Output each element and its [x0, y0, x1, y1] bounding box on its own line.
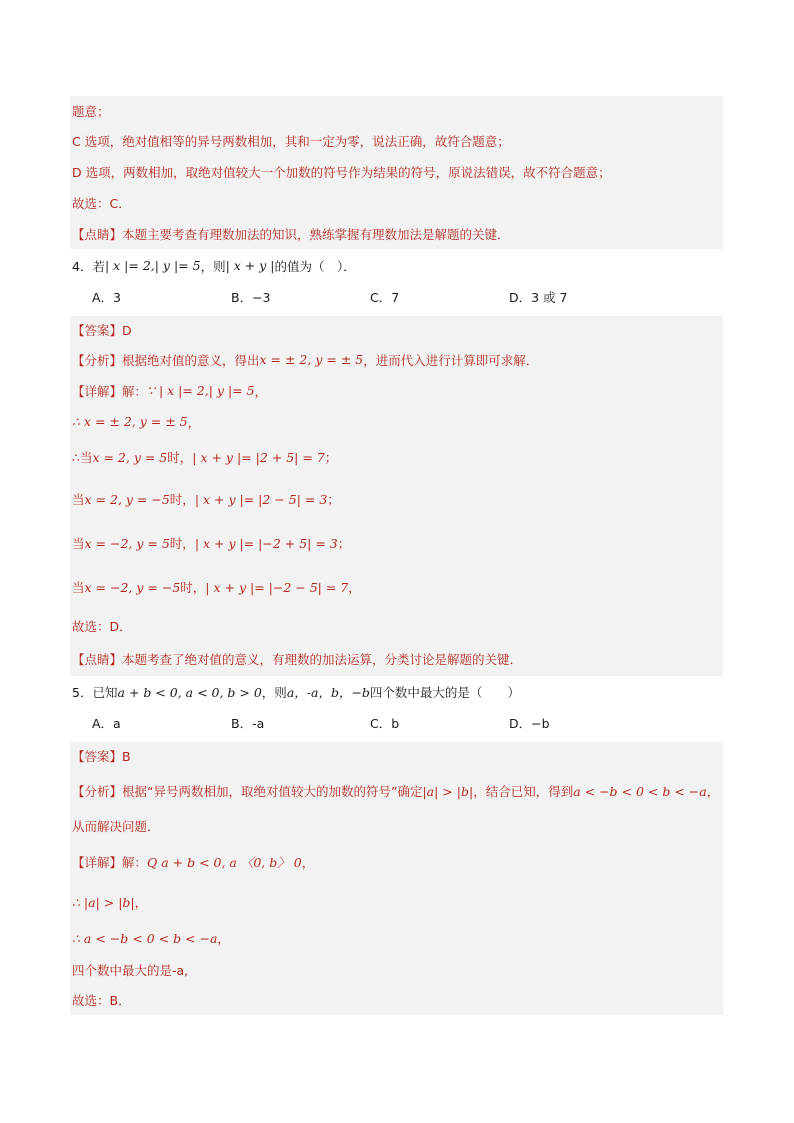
- q4-option-c: C．7: [370, 290, 400, 305]
- analysis-text: 【分析】根据绝对值的意义，得出: [72, 352, 260, 368]
- q4-suffix: 的值为（ ）．: [274, 258, 356, 274]
- text-line: C 选项，绝对值相等的异号两数相加，其和一定为零，说法正确，故符合题意；: [72, 133, 510, 149]
- detail-label: 【详解】解：: [72, 855, 148, 870]
- analysis-text: 【分析】根据“异号两数相加，取绝对值较大的加数的符号”确定: [72, 784, 423, 799]
- q5-option-b: B．-a: [231, 716, 265, 731]
- q5-mid: ，则: [261, 685, 287, 700]
- case-text: 当: [72, 580, 85, 595]
- detail-label: 【详解】解：: [72, 383, 148, 399]
- case-line-3: [70, 521, 723, 565]
- case-text: 当: [72, 492, 85, 507]
- solution-block-prev: [70, 96, 723, 249]
- case-math: x = −2, y = −5: [84, 579, 181, 595]
- case-text: 时，: [180, 580, 206, 595]
- step-math: ∴ a < −b < 0 < b < −a: [72, 930, 218, 946]
- text-line: D 选项，两数相加，取绝对值较大一个加数的符号作为结果的符号，原说法错误，故不符合题意；: [72, 164, 611, 180]
- q4-expression: | x + y |: [225, 258, 275, 273]
- solution-block-q5: [70, 742, 723, 1015]
- step-text: ，: [217, 931, 230, 946]
- detail-math: ∵ | x |= 2,| y |= 5: [147, 383, 255, 398]
- q4-option-a: A．3: [92, 290, 122, 305]
- analysis-line-2: 从而解决问题．: [72, 819, 160, 834]
- analysis-math: |a| > |b|: [422, 783, 474, 799]
- select-line: 故选：D．: [72, 618, 132, 634]
- step-math: ∴ |a| > |b|: [72, 894, 135, 910]
- case-math: | x + y |= |−2 − 5| = 7: [205, 579, 349, 595]
- q5-items: a，-a，b，−b: [286, 685, 370, 700]
- q4-option-d: D．3 或 7: [509, 290, 568, 305]
- q4-prefix: 4．若: [72, 258, 105, 274]
- case-math: | x + y |= |−2 + 5| = 3: [194, 535, 338, 551]
- analysis-text: ，进而代入进行计算即可求解．: [363, 352, 539, 368]
- detail-line: [70, 375, 723, 406]
- case-text: 时，: [169, 536, 195, 551]
- case-math: | x + y |= |2 + 5| = 7: [192, 449, 325, 465]
- q4-option-b: B．−3: [231, 290, 271, 305]
- detail-text: ，: [301, 855, 315, 870]
- document-page: [70, 96, 723, 1015]
- case-math: x = 2, y = 5: [92, 449, 168, 465]
- case-text: 时，: [169, 492, 195, 507]
- case-math: x = 2, y = −5: [84, 491, 170, 507]
- q5-suffix: 四个数中最大的是（ ）: [369, 685, 520, 700]
- solution-block-q4: [70, 316, 723, 676]
- select-line: 故选：B．: [72, 992, 131, 1008]
- case-line-2: [70, 477, 723, 521]
- answer-line: 【答案】D: [72, 323, 132, 338]
- step-line: [70, 920, 723, 956]
- case-line-1: [70, 437, 723, 477]
- case-math: x = −2, y = 5: [84, 535, 170, 551]
- comment-line: 【点睛】本题主要考查有理数加法的知识，熟练掌握有理数加法是解题的关键．: [72, 226, 510, 242]
- step-line: [70, 884, 723, 920]
- case-text: 时，: [167, 450, 193, 465]
- q5-condition: a + b < 0, a < 0, b > 0: [117, 684, 262, 700]
- case-text: ∴当: [72, 450, 93, 465]
- step-text: ，: [187, 414, 201, 430]
- case-text: ；: [337, 536, 351, 551]
- q5-prefix: 5．已知: [72, 685, 118, 700]
- case-line-4: [70, 565, 723, 609]
- case-math: | x + y |= |2 − 5| = 3: [194, 491, 328, 507]
- question-4: [70, 249, 723, 282]
- question-5: [70, 676, 723, 708]
- text-line: 题意；: [72, 103, 110, 119]
- q5-option-c: C．b: [370, 716, 400, 731]
- detail-text: ，: [254, 383, 268, 399]
- detail-line: [70, 840, 723, 884]
- q5-option-a: A．a: [92, 716, 121, 731]
- step-line: 四个数中最大的是-a,: [72, 963, 189, 978]
- q4-options: [70, 282, 723, 312]
- analysis-math: x = ± 2, y = ± 5: [259, 352, 364, 367]
- q4-condition: | x |= 2,| y |= 5: [104, 258, 201, 273]
- analysis-line: [70, 770, 723, 812]
- analysis-text: ，结合已知，得到: [473, 784, 574, 799]
- detail-math: Q a + b < 0, a 〈0, b〉 0: [147, 855, 302, 870]
- case-text: ，: [348, 580, 361, 595]
- analysis-math: a < −b < 0 < b < −a: [573, 783, 707, 799]
- q4-mid: ，则: [200, 258, 226, 274]
- case-text: ；: [324, 450, 338, 465]
- step-text: ，: [134, 895, 148, 910]
- q5-option-d: D．−b: [509, 716, 550, 731]
- case-text: ；: [327, 492, 340, 507]
- analysis-text: ，: [706, 784, 720, 799]
- step-line: [70, 406, 723, 437]
- text-line: 故选：C．: [72, 195, 131, 211]
- comment-line: 【点睛】本题考查了绝对值的意义，有理数的加法运算，分类讨论是解题的关键．: [72, 652, 523, 667]
- step-math: ∴ x = ± 2, y = ± 5: [72, 414, 188, 429]
- case-text: 当: [72, 536, 85, 551]
- analysis-line: [70, 344, 723, 375]
- answer-line: 【答案】B: [72, 749, 131, 764]
- q5-options: [70, 708, 723, 738]
